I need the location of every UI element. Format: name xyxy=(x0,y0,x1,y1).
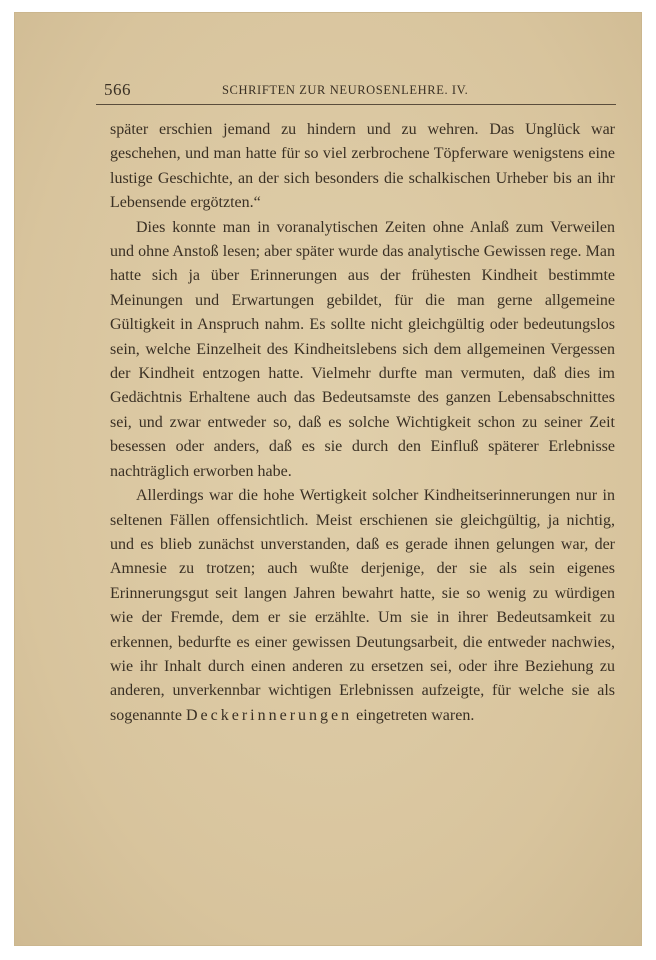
paragraph: Dies konnte man in voranalytischen Zeiten ohne Anlaß zum Verweilen und ohne Anstoß lesen; aber später wurde das analytische Gewissen rege. Man hatte sich ja über Erinnerungen aus der frühesten Kindheit bestimmte Meinungen und Erwartungen gebildet, für die man gerne allgemeine Gültigkeit in Anspruch nahm. Es sollte nicht gleichgültig oder bedeutungslos sein, welche Einzelheit des Kindheitslebens sich dem allgemeinen Vergessen der Kindheit entzogen hatte. Vielmehr durfte man vermuten, daß dies im Gedächtnis Erhaltene auch das Bedeutsamste des ganzen Lebensabschnittes sei, und zwar entweder so, daß es solche Wichtigkeit schon zu seiner Zeit besessen oder anders, daß es sie durch den Einfluß späterer Erlebnisse nachträglich erworben habe. xyxy=(110,218,615,480)
body-text xyxy=(110,118,615,728)
emphasized-term: Deckerinnerungen xyxy=(185,706,353,724)
paragraph-text: eingetreten waren. xyxy=(356,706,475,724)
paragraph-continued: später erschien jemand zu hindern und zu wehren. Das Unglück war geschehen, und man hatte für so viel zerbrochene Töpferware wenigstens eine lustige Geschichte, an der sich besonders die schalkischen Urheber bis an ihr Lebensende ergötzten.“ xyxy=(110,121,615,212)
paragraph-text: Allerdings war die hohe Wertigkeit solcher Kindheitserinnerungen nur in seltenen Fällen offensichtlich. Meist erschienen sie gleichgültig, ja nichtig, und es blieb zunächst unverstanden, daß es gerade ihnen gelungen war, der Amnesie zu trotzen; auch wußte derjenige, der sie als sein eigenes Erinnerungsgut seit langen Jahren bewahrt hatte, sie so wenig zu würdigen wie der Fremde, dem er sie erzählte. Um sie in ihrer Bedeutsamkeit zu erkennen, bedurfte es einer gewissen Deutungsarbeit, die entweder nachwies, wie ihr Inhalt durch einen anderen zu ersetzen sei, oder ihre Beziehung zu anderen, unverkennbar wichtigen Erlebnissen aufzeigte, für welche sie als sogenannte xyxy=(110,487,615,724)
running-head: SCHRIFTEN ZUR NEUROSENLEHRE. IV. xyxy=(222,83,469,97)
paragraph xyxy=(110,484,615,728)
page-number: 566 xyxy=(104,80,131,99)
page-header xyxy=(96,80,616,104)
header-rule xyxy=(96,104,616,105)
